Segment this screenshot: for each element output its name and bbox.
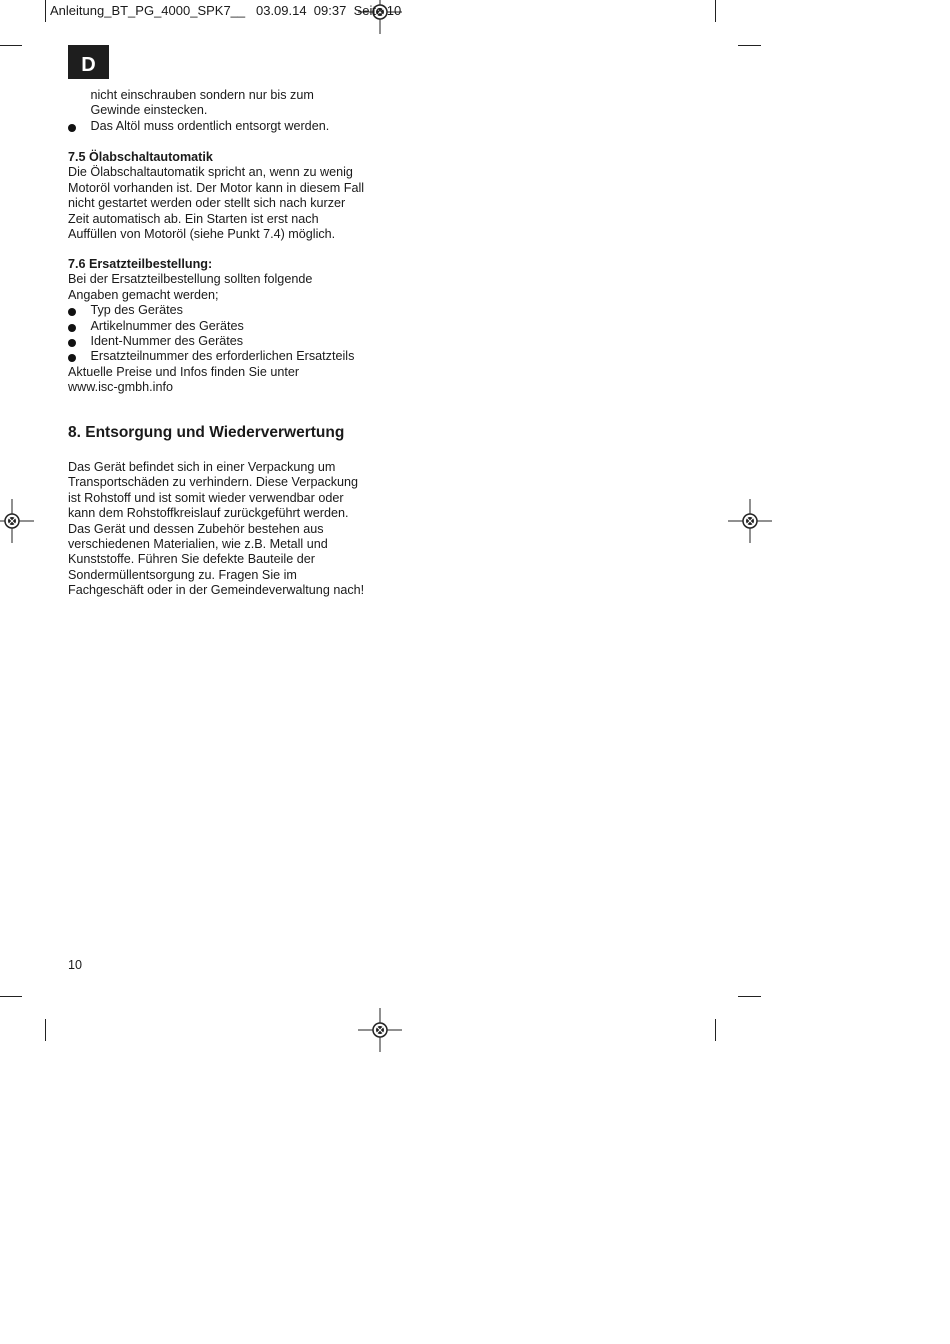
- intro-block: [68, 88, 388, 134]
- registration-mark-icon: [358, 1008, 402, 1052]
- bullet-list: [68, 119, 388, 134]
- text-line: Die Ölabschaltautomatik spricht an, wenn zu wenig: [68, 165, 353, 180]
- text-line: Auffüllen von Motoröl (siehe Punkt 7.4) möglich.: [68, 227, 336, 242]
- list-item: [68, 303, 388, 318]
- bullet-icon: [68, 339, 76, 347]
- crop-mark: [0, 45, 22, 46]
- text-line: Bei der Ersatzteilbestellung sollten folgende: [68, 272, 313, 287]
- list-item-text: Ident-Nummer des Gerätes: [90, 334, 244, 349]
- print-slug: Anleitung_BT_PG_4000_SPK7__ 03.09.14 09:37 Seite 10: [50, 3, 402, 18]
- crop-mark: [715, 0, 716, 22]
- list-item-text: Typ des Gerätes: [90, 303, 183, 318]
- text-line: nicht gestartet werden oder stellt sich nach kurzer: [68, 196, 346, 211]
- website-link[interactable]: www.isc-gmbh.info: [68, 380, 173, 395]
- list-item-text: Das Altöl muss ordentlich entsorgt werden.: [90, 118, 330, 133]
- crop-mark: [45, 1019, 46, 1041]
- language-badge: D: [68, 45, 109, 79]
- registration-mark-icon: [728, 499, 772, 543]
- registration-mark-icon: [0, 499, 34, 543]
- text-line: Das Gerät befindet sich in einer Verpackung um: [68, 460, 336, 474]
- list-item-text: Artikelnummer des Gerätes: [90, 318, 244, 333]
- text-line: verschiedenen Materialien, wie z.B. Metall und: [68, 537, 328, 552]
- crop-mark: [738, 45, 761, 46]
- bullet-icon: [68, 324, 76, 332]
- section-8: [68, 424, 388, 442]
- text-line: Das Gerät und dessen Zubehör bestehen aus: [68, 521, 324, 536]
- text-line: Angaben gemacht werden;: [68, 287, 219, 302]
- list-item: [68, 319, 388, 334]
- bullet-icon: [68, 124, 76, 132]
- bullet-icon: [68, 308, 76, 316]
- bullet-icon: [68, 354, 76, 362]
- text-line: Zeit automatisch ab. Ein Starten ist erst nach: [68, 211, 319, 226]
- list-item-text: Ersatzteilnummer des erforderlichen Ersatzteils: [90, 349, 355, 364]
- text-line: Gewinde einstecken.: [90, 103, 208, 118]
- text-line: kann dem Rohstoffkreislauf zurückgeführt werden.: [68, 506, 349, 521]
- text-line: Kunststoffe. Führen Sie defekte Bauteile der: [68, 552, 315, 567]
- text-line: Aktuelle Preise und Infos finden Sie unter: [68, 364, 300, 379]
- text-line: Sondermüllentsorgung zu. Fragen Sie im: [68, 567, 297, 582]
- bullet-list: [68, 303, 388, 365]
- section-heading: 7.5 Ölabschaltautomatik: [68, 150, 213, 164]
- text-line: ist Rohstoff und ist somit wieder verwendbar oder: [68, 490, 344, 505]
- section-7-5: [68, 150, 388, 242]
- list-item: [68, 119, 388, 134]
- section-7-6: [68, 257, 388, 396]
- section-8-body: [68, 460, 388, 599]
- list-item: [68, 349, 388, 364]
- text-line: Transportschäden zu verhindern. Diese Verpackung: [68, 475, 359, 490]
- crop-mark: [715, 1019, 716, 1041]
- page-number: 10: [68, 958, 83, 972]
- list-item: [68, 334, 388, 349]
- chapter-heading: 8. Entsorgung und Wiederverwertung: [68, 424, 345, 441]
- text-line: Fachgeschäft oder in der Gemeindeverwaltung nach!: [68, 583, 365, 598]
- crop-mark: [738, 996, 761, 997]
- crop-mark: [45, 0, 46, 22]
- text-line: Motoröl vorhanden ist. Der Motor kann in diesem Fall: [68, 180, 365, 195]
- crop-mark: [0, 996, 22, 997]
- text-line: nicht einschrauben sondern nur bis zum: [90, 88, 314, 102]
- section-heading: 7.6 Ersatzteilbestellung:: [68, 257, 213, 271]
